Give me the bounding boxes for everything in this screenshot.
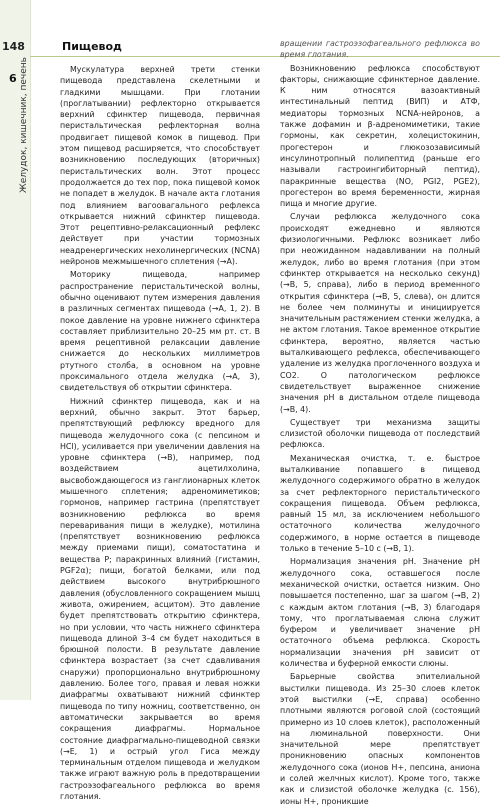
chapter-number: 6 [9, 72, 17, 85]
paragraph-continued: вращении гастроэзофагеального рефлюкса во время глотания. [280, 39, 480, 60]
paragraph: Барьерные свойства эпителиальной выстилки пищевода. Из 25–30 слоев клеток этой выстилки (→E, справа) особенно плотными являются роговой слой (состоящий примерно из 10 слоев клеток), расположенный на люминальной поверхности. Они значительной мере препятствует проникновению опасных компонентов желудочного сока (ионов H+, пепсина, аниона и солей желчных кислот). Кроме того, также как и слизистой оболочке желудка (с. 156), ионы H+, проникшие [280, 672, 480, 806]
paragraph: Нижний сфинктер пищевода, как и на верхний, обычно закрыт. Этот барьер, препятствующий рефлюксу вредного для пищевода желудочного сока (с пепсином и HCl), усиливается при увеличении давления на уровне сфинктера (→B), например, под воздействием ацетилхолина, высвобождающегося из ганглионарных клеток мышечного сплетения; адреномиметиков; гормонов, например гастрина (препятствует возникновению рефлюкса во время переваривания пищи в желудке), мотилина (препятствует возникновению рефлюкса между приемами пищи), соматостатина и вещества P; паракринных влияний (гистамин, PGF2α); пищи, богатой белками, или под действием высокого внутрибрюшного давления (обусловленного сокращением мышц живота, ожирением, асцитом). Это давление будет препятствовать открытию сфинктера, но при условии, что часть нижнего сфинктера пищевода длиной 3–4 см будет находиться в брюшной полости. В результате давление сфинктера возрастает (за счет сдавливания снаружи) пропорционально внутрибрюшному давлению. Более того, правая и левая ножки диафрагмы охватывают нижний сфинктер пищевода по типу ножниц, соответственно, он автоматически закрывается во время сокращения диафрагмы. Нормальное состояние диафрагмально-пищеводной связки (→E, 1) и острый угол Гиса между терминальным отделом пищевода и желудком также играют важную роль в предотвращении гастроэзофагеального рефлюкса во время глотания. [60, 396, 260, 801]
paragraph: Механическая очистка, т. е. быстрое выталкивание попавшего в пищевод желудочного содержимого обратно в желудок за счет рефлекторного перистальтического сокращения пищевода. Объем рефлюкса, равный 15 мл, за исключением небольшого остаточного количества желудочного содержимого, в норме остается в пищеводе только в течение 5–10 с (→B, 1). [280, 453, 480, 554]
left-column [60, 64, 260, 804]
paragraph: Моторику пищевода, например распространение перистальтической волны, обычно оценивают путем измерения давления в различных сегментах пищевода (→A, 1, 2). В покое давление на уровне нижнего сфинктера составляет приблизительно 20–25 мм рт. ст. В время рецептивной релаксации давление снижается до нескольких миллиметров ртутного столба, в основном на уровне проксимального отдела желудка (→A, 3), свидетельствуя об открытии сфинктера. [60, 270, 260, 393]
running-title: Пищевод [62, 40, 122, 53]
paragraph: Возникновению рефлюкса способствуют факторы, снижающие сфинктерное давление. К ним относятся вазоактивный интестинальный пептид (ВИП) и АТФ, медиаторы тормозных NCNA-нейронов, а также дофамин и β-адреномиметики, такие гормоны, как секретин, холецистокинин, прогестерон и глюкозозависимый инсулинотропный полипептид (раньше его называли гастроингибиторный пептид), паракринные вещества (NO, PGI2, PGE2), прогестерон во время беременности, жирная пища и многие другие. [280, 63, 480, 209]
right-column [280, 38, 480, 809]
paragraph: Нормализация значения pH. Значение pH желудочного сока, оставшегося после механической очистки, остается низким. Оно повышается постепенно, шаг за шагом (→B, 2) с каждым актом глотания (→B, 3) благодаря тому, что проглатываемая слюна служит буфером и увеличивает значение pH остаточного объема рефлюкса. Скорость нормализации значения pH зависит от количества и буферной емкости слюны. [280, 557, 480, 669]
paragraph: Существует три механизма защиты слизистой оболочки пищевода от последствий рефлюкса. [280, 417, 480, 450]
page-number: 148 [2, 40, 25, 53]
chapter-title: Желудок, кишечник, печень [19, 57, 29, 193]
paragraph: Мускулатура верхней трети стенки пищевода представлена скелетными и гладкими мышцами. При глотании (проглатывании) рефлекторно открывается верхний сфинктер пищевода, первичная перистальтическая рефлекторная волна продвигает пищевой комок в пищевод. При этом пищевод расширяется, что способствует возникновению последующих (вторичных) перистальтических волн. Этот процесс продолжается до тех пор, пока пищевой комок не попадет в желудок. В начале акта глотания под влиянием вагоовагального рефлекса открывается нижний сфинктер пищевода. Этот рецептивно-релаксационный рефлекс действует при участии тормозных неадренергических нехолинергических (NCNA) нейронов межмышечного сплетения (→A). [60, 65, 260, 267]
paragraph: Случаи рефлюкса желудочного сока происходят ежедневно и являются физиологичными. Рефлюкс возникает либо при неожиданном надавливании на полный желудок, либо во время глотания (при этом сфинктер открывается на несколько секунд) (→B, 5, справа), либо в период временного открытия сфинктера (→B, 5, слева), он длится не более чем полминуты и инициируется значительным растяжением стенки желудка, а не актом глотания. Такое временное открытие сфинктера, вероятно, является частью выталкивающего рефлекса, обеспечивающего удаление из желудка проглоченного воздуха и CO2. О патологическом рефлюксе свидетельствует выраженное снижение значения pH в дистальном отделе пищевода (→B, 4). [280, 212, 481, 414]
